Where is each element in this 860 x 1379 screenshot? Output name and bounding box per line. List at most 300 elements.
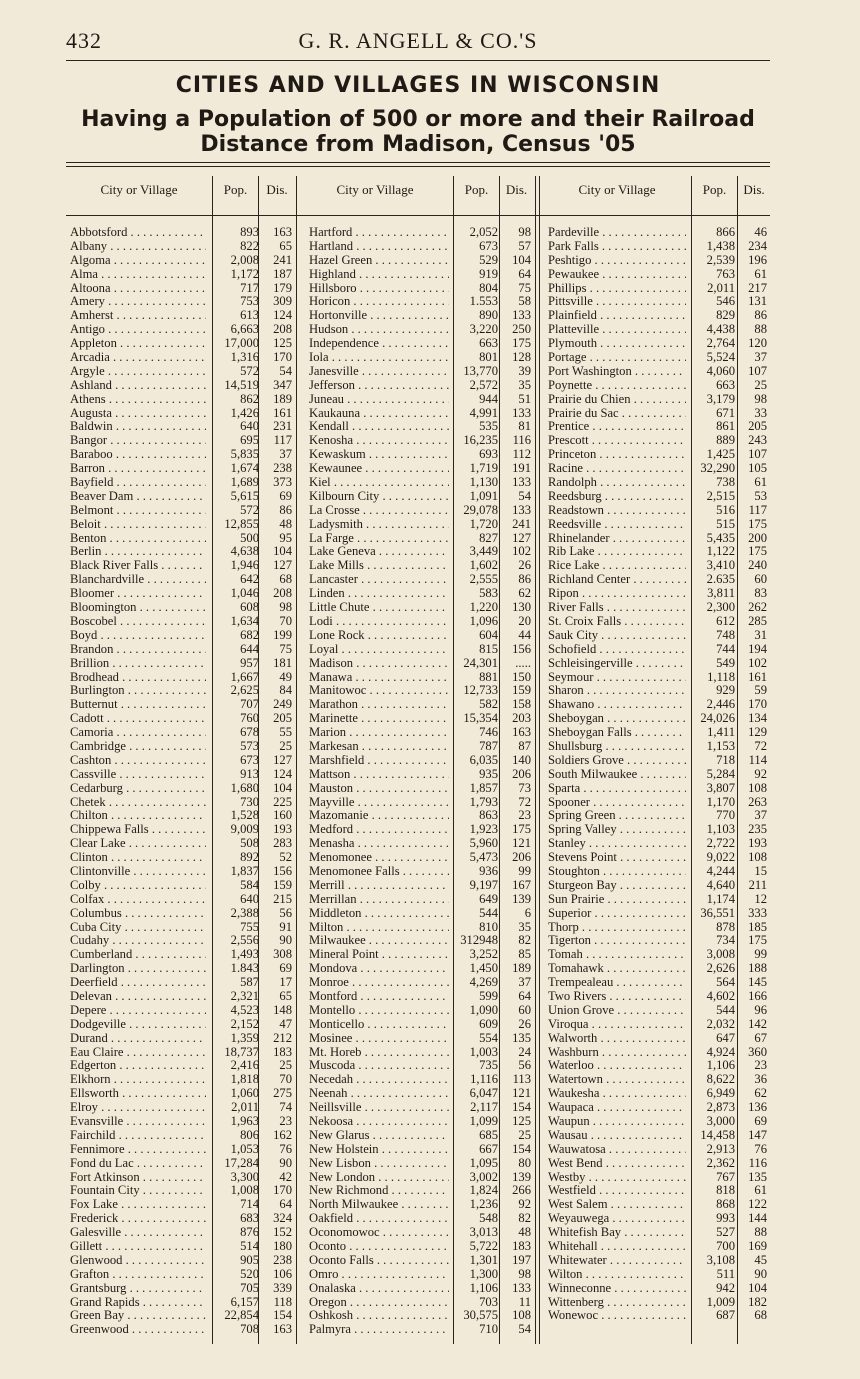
table-row (309, 657, 531, 671)
place-name: Loyal . . . (309, 643, 449, 657)
table-row (548, 1171, 766, 1185)
distance-value: 88 (754, 1225, 767, 1240)
table-row (70, 1240, 292, 1254)
table-row (548, 1101, 766, 1115)
population-value: 9,009 (230, 822, 259, 837)
distance-value: 128 (512, 350, 531, 365)
place-name: Sheboygan . . . (548, 712, 686, 726)
population-value: 1,837 (230, 863, 259, 878)
header-rule (66, 60, 770, 61)
table-row (309, 587, 531, 601)
table-row (548, 768, 766, 782)
place-name: Cambridge . . . (70, 740, 206, 754)
population-value: 2,032 (706, 1016, 735, 1031)
table-row (309, 1073, 531, 1087)
place-name: Brandon . . . (70, 643, 206, 657)
place-name: Barron . . . (70, 462, 206, 476)
table-row (309, 1282, 531, 1296)
table-row (70, 990, 292, 1004)
table-row (548, 1059, 766, 1073)
place-name: Kaukauna . . . (309, 407, 449, 421)
population-value: 1,236 (469, 1197, 498, 1212)
distance-value: 188 (748, 961, 767, 976)
distance-value: 240 (748, 558, 767, 573)
distance-value: 263 (748, 794, 767, 809)
place-name: Mayville . . . (309, 796, 449, 810)
place-name: Bloomington . . . (70, 601, 206, 615)
distance-value: 102 (748, 655, 767, 670)
distance-value: 161 (748, 669, 767, 684)
table-row (70, 337, 292, 351)
place-name: West Bend . . . (548, 1157, 686, 1171)
place-name: Fort Atkinson . . . (70, 1171, 206, 1185)
place-name: Brodhead . . . (70, 671, 206, 685)
population-value: 1,946 (230, 558, 259, 573)
population-value: 3,300 (230, 1169, 259, 1184)
distance-value: 42 (279, 1169, 292, 1184)
table-row (309, 1046, 531, 1060)
population-value: 564 (716, 975, 735, 990)
place-name: Delevan . . . (70, 990, 206, 1004)
table-row (309, 365, 531, 379)
distance-value: 98 (518, 1266, 531, 1281)
table-row (70, 643, 292, 657)
population-value: 718 (716, 752, 735, 767)
table-row (70, 615, 292, 629)
population-value: 889 (716, 433, 735, 448)
population-value: 3,179 (706, 391, 735, 406)
population-value: 1,438 (706, 238, 735, 253)
table-row (70, 1018, 292, 1032)
place-name: Mattson . . . (309, 768, 449, 782)
population-value: 3,811 (707, 586, 735, 601)
distance-value: 142 (748, 1016, 767, 1031)
place-name: Peshtigo . . . (548, 254, 686, 268)
distance-value: 118 (273, 1294, 292, 1309)
distance-value: 191 (512, 461, 531, 476)
place-name: Horicon . . . (309, 295, 449, 309)
population-value: 3,000 (706, 1114, 735, 1128)
col2-end-divider-b (539, 176, 540, 1344)
table-row (309, 1143, 531, 1157)
table-row (309, 545, 531, 559)
population-value: 1,090 (469, 1002, 498, 1017)
distance-value: 241 (512, 516, 531, 531)
table-row (309, 434, 531, 448)
population-value: 876 (240, 1225, 259, 1240)
distance-value: 205 (273, 711, 292, 726)
distance-value: 98 (279, 600, 292, 615)
distance-value: 73 (518, 780, 531, 795)
population-value: 514 (240, 1239, 259, 1254)
distance-value: 285 (748, 613, 767, 628)
population-value: 520 (240, 1266, 259, 1281)
place-name: Wilton . . . (548, 1268, 686, 1282)
table-row (70, 657, 292, 671)
table-row (70, 1059, 292, 1073)
table-row (548, 587, 766, 601)
population-value: 527 (716, 1225, 735, 1240)
table-row (309, 573, 531, 587)
table-row (548, 337, 766, 351)
distance-value: 114 (748, 752, 767, 767)
distance-value: 175 (748, 544, 767, 559)
population-value: 573 (240, 738, 259, 753)
table-row (309, 1309, 531, 1323)
place-name: Spring Green . . . (548, 809, 686, 823)
population-value: 1,008 (230, 1183, 259, 1198)
place-name: Ripon . . . (548, 587, 686, 601)
population-value: 1,680 (230, 780, 259, 795)
distance-value: 108 (748, 780, 767, 795)
population-value: 866 (716, 225, 735, 239)
place-name: Kenosha . . . (309, 434, 449, 448)
distance-value: 37 (754, 350, 767, 365)
population-value: 1.843 (230, 961, 259, 976)
place-name: Hortonville . . . (309, 309, 449, 323)
population-value: 708 (240, 1322, 259, 1337)
distance-value: 104 (748, 1280, 767, 1295)
place-name: Hudson . . . (309, 323, 449, 337)
population-value: 703 (479, 1294, 498, 1309)
place-name: Pewaukee . . . (548, 268, 686, 282)
place-name: Mazomanie . . . (309, 809, 449, 823)
distance-value: 225 (273, 794, 292, 809)
place-name: Whitehall . . . (548, 1240, 686, 1254)
place-name: Mineral Point . . . (309, 948, 449, 962)
distance-value: 53 (754, 488, 767, 503)
population-value: 13,770 (463, 363, 498, 378)
population-value: 1,793 (469, 794, 498, 809)
population-value: 682 (240, 627, 259, 642)
population-value: 878 (716, 919, 735, 934)
distance-value: 86 (279, 502, 292, 517)
population-value: 760 (240, 711, 259, 726)
place-name: Watertown . . . (548, 1073, 686, 1087)
population-value: 717 (240, 280, 259, 295)
table-row (309, 782, 531, 796)
population-value: 804 (479, 280, 498, 295)
population-value: 546 (716, 294, 735, 309)
table-row (70, 1171, 292, 1185)
distance-value: 11 (518, 1294, 531, 1309)
table-row (309, 1032, 531, 1046)
table-row (548, 601, 766, 615)
population-value: 529 (479, 252, 498, 267)
distance-value: 82 (518, 1211, 531, 1226)
population-value: 5,615 (230, 488, 259, 503)
place-name: Racine . . . (548, 462, 686, 476)
population-value: 810 (479, 919, 498, 934)
population-value: 511 (716, 1266, 735, 1281)
table-row (548, 865, 766, 879)
place-name: River Falls . . . (548, 601, 686, 615)
place-name: Milton . . . (309, 921, 449, 935)
table-row (309, 948, 531, 962)
table-row (548, 490, 766, 504)
distance-value: 215 (273, 891, 292, 906)
table-row (548, 407, 766, 421)
table-row (548, 796, 766, 810)
distance-value: 234 (748, 238, 767, 253)
table-row (548, 1184, 766, 1198)
distance-value: 107 (748, 363, 767, 378)
table-row (70, 809, 292, 823)
table-row (70, 420, 292, 434)
population-value: 700 (716, 1239, 735, 1254)
place-name: Albany . . . (70, 240, 206, 254)
table-row (70, 1282, 292, 1296)
distance-value: 208 (273, 586, 292, 601)
population-value: 1,053 (230, 1141, 259, 1156)
table-row (70, 1143, 292, 1157)
place-name: Bangor . . . (70, 434, 206, 448)
distance-value: 24 (518, 1044, 531, 1059)
population-value: 1,106 (469, 1280, 498, 1295)
distance-value: 69 (279, 961, 292, 976)
place-name: Elroy . . . (70, 1101, 206, 1115)
population-value: 735 (479, 1058, 498, 1073)
table-row (70, 1032, 292, 1046)
population-value: 919 (479, 266, 498, 281)
table-row (309, 490, 531, 504)
table-row (309, 1184, 531, 1198)
population-value: 1,923 (469, 822, 498, 837)
distance-value: 54 (279, 363, 292, 378)
place-name: Lancaster . . . (309, 573, 449, 587)
distance-value: 249 (273, 697, 292, 712)
distance-value: 154 (512, 1141, 531, 1156)
population-value: 2,555 (469, 572, 498, 587)
table-row (70, 282, 292, 296)
population-value: 3,013 (469, 1225, 498, 1240)
distance-value: 189 (273, 391, 292, 406)
population-value: 862 (240, 391, 259, 406)
place-name: Chippewa Falls . . . (70, 823, 206, 837)
population-value: 24,301 (463, 655, 498, 670)
place-name: Wonewoc . . . (548, 1309, 686, 1323)
distance-value: 129 (748, 725, 767, 740)
table-row (548, 1282, 766, 1296)
col3-dis-header: Dis. (743, 182, 765, 197)
place-name: Middleton . . . (309, 907, 449, 921)
table-row (309, 1212, 531, 1226)
table-row (309, 1198, 531, 1212)
table-row (309, 295, 531, 309)
place-name: Dodgeville . . . (70, 1018, 206, 1032)
place-name: Appleton . . . (70, 337, 206, 351)
place-name: Hartford . . . (309, 226, 449, 240)
distance-value: 135 (748, 1169, 767, 1184)
place-name: Spring Valley . . . (548, 823, 686, 837)
population-value: 695 (240, 433, 259, 448)
place-name: Palmyra . . . (309, 1323, 449, 1337)
distance-value: 162 (273, 1127, 292, 1142)
col2-name-header: City or Village (336, 182, 414, 197)
place-name: Amery . . . (70, 295, 206, 309)
distance-value: 241 (273, 252, 292, 267)
place-name: Linden . . . (309, 587, 449, 601)
place-name: Amherst . . . (70, 309, 206, 323)
table-row (70, 587, 292, 601)
distance-value: 130 (512, 600, 531, 615)
population-value: 554 (479, 1030, 498, 1045)
table-row (548, 1087, 766, 1101)
place-name: Lake Mills . . . (309, 559, 449, 573)
header-bottom-rule (66, 215, 770, 216)
population-value: 1,857 (469, 780, 498, 795)
place-name: Beaver Dam . . . (70, 490, 206, 504)
place-name: Lone Rock . . . (309, 629, 449, 643)
place-name: Kiel . . . (309, 476, 449, 490)
population-value: 714 (240, 1197, 259, 1212)
distance-value: 57 (518, 238, 531, 253)
distance-value: 70 (279, 613, 292, 628)
distance-value: 194 (748, 641, 767, 656)
table-row (309, 962, 531, 976)
table-row (309, 1157, 531, 1171)
place-name: Madison . . . (309, 657, 449, 671)
place-name: Wittenberg . . . (548, 1296, 686, 1310)
place-name: Elkhorn . . . (70, 1073, 206, 1087)
place-name: Cashton . . . (70, 754, 206, 768)
place-name: Oconomowoc . . . (309, 1226, 449, 1240)
place-name: Waupun . . . (548, 1115, 686, 1129)
distance-value: 167 (512, 877, 531, 892)
population-value: 705 (240, 1280, 259, 1295)
distance-value: 121 (512, 836, 531, 851)
table-row (548, 1254, 766, 1268)
population-value: 1,009 (706, 1294, 735, 1309)
population-value: 1,689 (230, 475, 259, 490)
table-row (309, 643, 531, 657)
distance-value: 170 (273, 350, 292, 365)
population-value: 1,003 (469, 1044, 498, 1059)
table-row (548, 740, 766, 754)
table-row (309, 1087, 531, 1101)
table-row (548, 1143, 766, 1157)
distance-value: 56 (279, 905, 292, 920)
table-row (309, 809, 531, 823)
place-name: Cudahy . . . (70, 934, 206, 948)
population-value: 17,284 (224, 1155, 259, 1170)
distance-value: 54 (518, 488, 531, 503)
population-value: 29,078 (463, 502, 498, 517)
distance-value: 160 (273, 808, 292, 823)
population-value: 755 (240, 919, 259, 934)
population-value: 582 (479, 697, 498, 712)
population-value: 9,197 (469, 877, 498, 892)
population-value: 4,523 (230, 1002, 259, 1017)
population-value: 1,116 (470, 1072, 498, 1087)
table-row (309, 712, 531, 726)
population-value: 767 (716, 1169, 735, 1184)
place-name: Sheboygan Falls . . . (548, 726, 686, 740)
population-value: 16,235 (463, 433, 498, 448)
population-value: 612 (716, 613, 735, 628)
place-name: Oconto Falls . . . (309, 1254, 449, 1268)
distance-value: 99 (754, 947, 767, 962)
place-name: Tomahawk . . . (548, 962, 686, 976)
population-value: 515 (716, 516, 735, 531)
population-value: 5,960 (469, 836, 498, 851)
population-value: 4,438 (706, 322, 735, 337)
distance-value: 59 (754, 683, 767, 698)
population-value: 22,854 (224, 1308, 259, 1323)
distance-value: 47 (279, 1016, 292, 1031)
distance-value: 104 (273, 544, 292, 559)
table-row (548, 434, 766, 448)
population-value: 685 (479, 1127, 498, 1142)
place-name: Westby . . . (548, 1171, 686, 1185)
population-value: 1,719 (469, 461, 498, 476)
place-name: Portage . . . (548, 351, 686, 365)
population-value: 5,722 (469, 1239, 498, 1254)
table-row (70, 1309, 292, 1323)
place-name: Neenah . . . (309, 1087, 449, 1101)
table-row (70, 601, 292, 615)
table-row (70, 559, 292, 573)
population-value: 3,410 (706, 558, 735, 573)
subtitle-line-1: Having a Population of 500 or more and their Railroad (81, 107, 755, 132)
distance-value: 235 (748, 822, 767, 837)
place-name: Wauwatosa . . . (548, 1143, 686, 1157)
place-name: Mosinee . . . (309, 1032, 449, 1046)
population-value: 683 (240, 1211, 259, 1226)
table-row (548, 1198, 766, 1212)
table-row (70, 671, 292, 685)
population-value: 2,626 (706, 961, 735, 976)
table-row (309, 337, 531, 351)
table-row (548, 309, 766, 323)
population-value: 1,122 (706, 544, 735, 559)
population-value: 1,220 (469, 600, 498, 615)
table-row (70, 768, 292, 782)
population-value: 890 (479, 308, 498, 323)
place-name: Edgerton . . . (70, 1059, 206, 1073)
table-row (548, 476, 766, 490)
table-row (548, 823, 766, 837)
place-name: Bayfield . . . (70, 476, 206, 490)
distance-value: 45 (754, 1252, 767, 1267)
place-name: Randolph . . . (548, 476, 686, 490)
population-value: 5,524 (706, 350, 735, 365)
table-row (309, 407, 531, 421)
place-name: Sun Prairie . . . (548, 893, 686, 907)
population-value: 748 (716, 627, 735, 642)
table-row (70, 948, 292, 962)
table-row (309, 921, 531, 935)
table-row (548, 365, 766, 379)
population-value: 2,008 (230, 252, 259, 267)
distance-value: 113 (512, 1072, 531, 1087)
distance-value: 183 (512, 1239, 531, 1254)
population-value: 861 (716, 419, 735, 434)
table-row (548, 268, 766, 282)
table-row (70, 865, 292, 879)
population-value: 929 (716, 683, 735, 698)
table-row (548, 671, 766, 685)
place-name: North Milwaukee . . . (309, 1198, 449, 1212)
table-row (309, 726, 531, 740)
table-row (309, 254, 531, 268)
distance-value: 193 (273, 822, 292, 837)
distance-value: 25 (279, 738, 292, 753)
population-value: 1,118 (707, 669, 735, 684)
distance-value: 133 (512, 502, 531, 517)
population-value: 892 (240, 850, 259, 865)
distance-value: 175 (748, 933, 767, 948)
